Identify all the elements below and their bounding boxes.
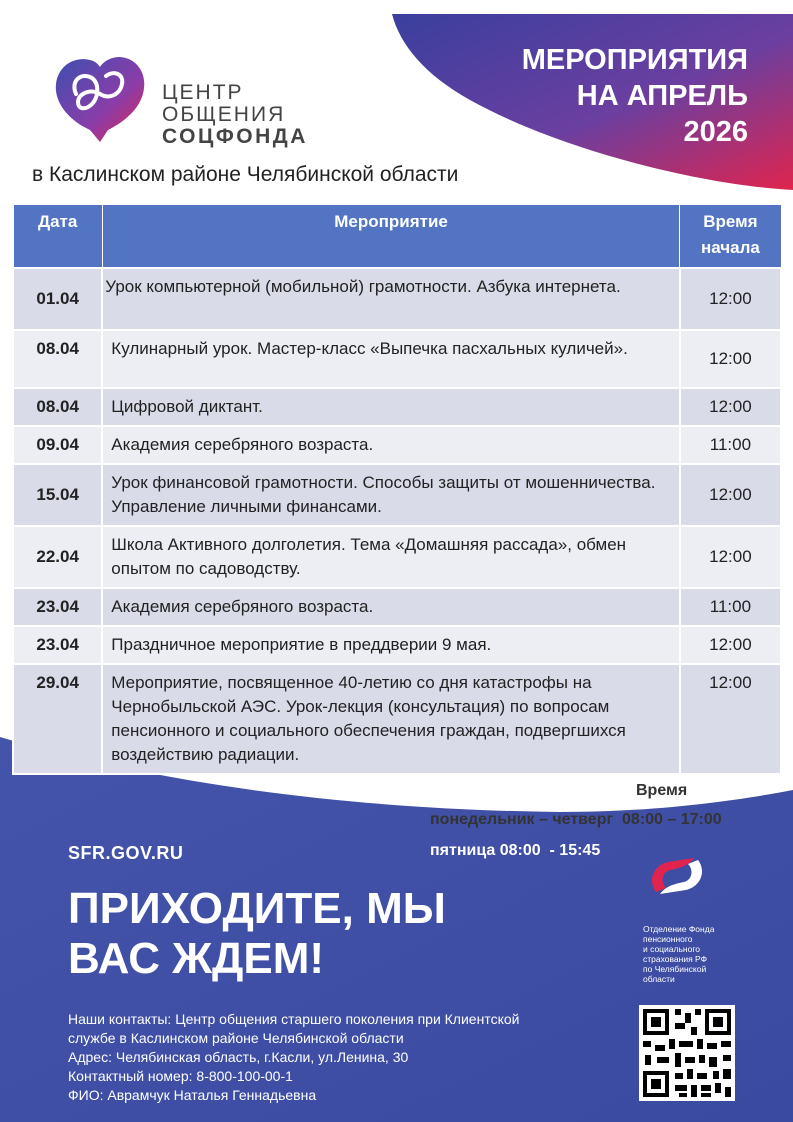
heart-logo-icon: [50, 50, 150, 150]
table-row: [13, 664, 781, 774]
brand-line-1: ЦЕНТР: [162, 81, 244, 104]
welcome-line-2: ВАС ЖДЕМ!: [68, 934, 325, 983]
row-date: 08.04: [13, 388, 102, 426]
row-time: 12:00: [680, 268, 781, 330]
row-event: Академия серебряного возраста.: [102, 588, 680, 626]
sfr-line-6: области: [643, 974, 675, 984]
table-row: [13, 464, 781, 526]
brand-line-2: ОБЩЕНИЯ: [162, 103, 286, 126]
title-line-2: НА АПРЕЛЬ: [576, 80, 748, 112]
row-event: Кулинарный урок. Мастер-класс «Выпечка пасхальных куличей».: [102, 330, 680, 388]
header-date: Дата: [13, 205, 102, 269]
table-row: [13, 330, 781, 388]
contacts-address: Адрес: Челябинская область, г.Касли, ул.Ленина, 30: [68, 1049, 409, 1065]
row-time: 12:00: [680, 526, 781, 588]
hours-friday: пятница 08:00 - 15:45: [430, 842, 601, 859]
row-time: 12:00: [680, 664, 781, 774]
row-date: 09.04: [13, 426, 102, 464]
brand-line-3: СОЦФОНДА: [162, 125, 308, 148]
row-time: 12:00: [680, 626, 781, 664]
sfr-line-3: и социального: [643, 944, 700, 954]
header-time: [680, 205, 781, 269]
page-title: [522, 42, 748, 150]
contacts-person: ФИО: Аврамчук Наталья Геннадьевна: [68, 1087, 317, 1103]
header-time-line-2: начала: [700, 238, 760, 257]
contacts-line-2: службе в Каслинском районе Челябинской области: [68, 1030, 404, 1046]
table-header-row: [13, 205, 781, 269]
row-event: Цифровой диктант.: [102, 388, 680, 426]
table-row: [13, 426, 781, 464]
contacts-line-1: Наши контакты: Центр общения старшего поколения при Клиентской: [68, 1011, 520, 1027]
sfr-logo-icon: [644, 852, 710, 900]
header-event: Мероприятие: [102, 205, 680, 269]
row-date: 23.04: [13, 588, 102, 626]
header-time-line-1: Время: [703, 212, 758, 231]
row-event: Урок финансовой грамотности. Способы защиты от мошенничества. Управление личными финансами.: [102, 464, 680, 526]
subtitle: в Каслинском районе Челябинской области: [32, 163, 459, 186]
row-event: Академия серебряного возраста.: [102, 426, 680, 464]
website-link[interactable]: SFR.GOV.RU: [68, 843, 184, 863]
row-time: 11:00: [680, 588, 781, 626]
row-time: 12:00: [680, 464, 781, 526]
brand-text: [162, 82, 308, 148]
row-event: Праздничное мероприятие в преддверии 9 мая.: [102, 626, 680, 664]
title-line-3: 2026: [683, 116, 748, 148]
table-row: [13, 268, 781, 330]
row-date: 01.04: [13, 268, 102, 330]
row-time: 11:00: [680, 426, 781, 464]
schedule-table: [12, 204, 782, 775]
table-row: [13, 588, 781, 626]
welcome-slogan: [68, 884, 446, 984]
row-date: 15.04: [13, 464, 102, 526]
contacts-phone: Контактный номер: 8-800-100-00-1: [68, 1068, 293, 1084]
row-date: 22.04: [13, 526, 102, 588]
table-row: [13, 388, 781, 426]
row-date: 23.04: [13, 626, 102, 664]
hours-weekdays: понедельник – четверг 08:00 – 17:00: [430, 811, 722, 828]
row-time: 12:00: [680, 388, 781, 426]
row-event: Урок компьютерной (мобильной) грамотности. Азбука интернета.: [102, 268, 680, 330]
title-line-1: МЕРОПРИЯТИЯ: [521, 44, 748, 76]
row-event: Мероприятие, посвященное 40-летию со дня катастрофы на Чернобыльской АЭС. Урок-лекция (консультация) по вопросам пенсионного и социального обеспечения граждан, подвергшихся воздействию радиации.: [102, 664, 680, 774]
sfr-line-2: пенсионного: [643, 934, 693, 944]
welcome-line-1: ПРИХОДИТЕ, МЫ: [68, 884, 446, 933]
row-time: 12:00: [680, 330, 781, 388]
sfr-line-5: по Челябинской: [643, 964, 707, 974]
sfr-caption: [643, 924, 743, 984]
row-event: Школа Активного долголетия. Тема «Домашняя рассада», обмен опытом по садоводству.: [102, 526, 680, 588]
row-date: 29.04: [13, 664, 102, 774]
row-date: 08.04: [13, 330, 102, 388]
contacts-block: [68, 1010, 598, 1105]
sfr-line-1: Отделение Фонда: [643, 924, 715, 934]
sfr-line-4: страхования РФ: [643, 954, 708, 964]
hours-title: Время: [636, 782, 688, 799]
table-row: [13, 526, 781, 588]
qr-code-icon[interactable]: [639, 1005, 735, 1101]
table-row: [13, 626, 781, 664]
